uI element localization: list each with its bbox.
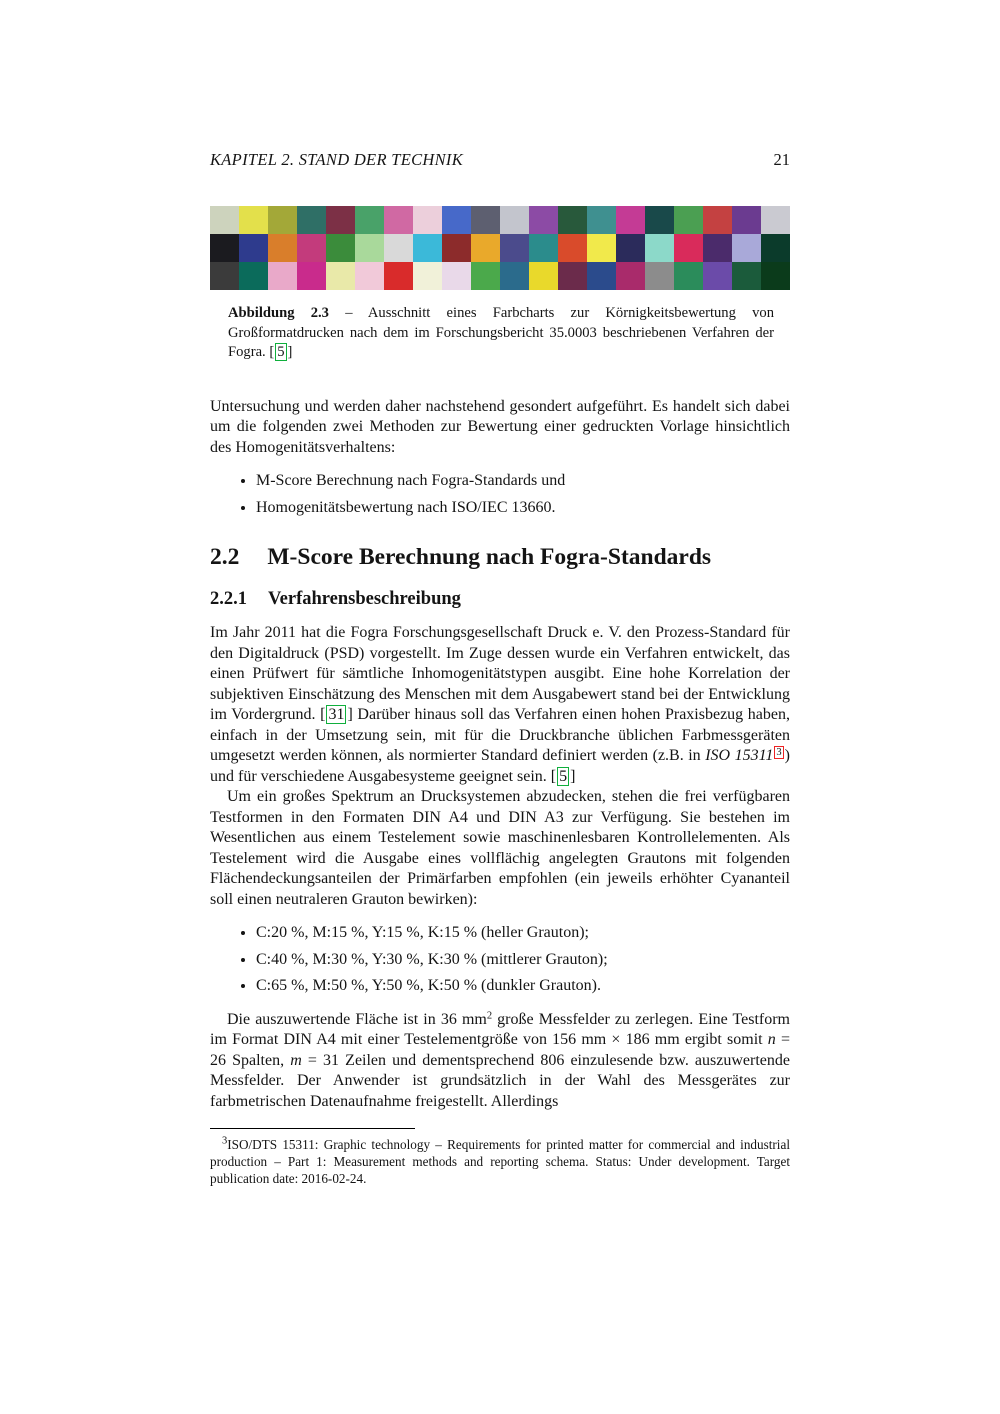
color-swatch: [529, 234, 558, 262]
color-swatch: [529, 206, 558, 234]
color-swatch: [674, 234, 703, 262]
citation-link-31[interactable]: 31: [328, 706, 345, 723]
footnote-ref-3[interactable]: 3: [776, 746, 782, 758]
swatch-row: [210, 262, 790, 290]
paragraph-intro: Untersuchung und werden daher nachstehend gesondert aufgeführt. Es handelt sich dabei um die folgenden zwei Methoden zur Bewertung einer gedruckten Vorlage hinsichtlich des Homogenitätsverhaltens:: [210, 397, 790, 456]
color-swatch: [384, 234, 413, 262]
color-swatch: [500, 262, 529, 290]
footnote-text: [210, 1136, 790, 1187]
color-swatch: [732, 234, 761, 262]
list-item: • C:20 %, M:15 %, Y:15 %, K:15 % (heller Grauton);: [256, 923, 790, 944]
citation-link-5[interactable]: 5: [277, 344, 285, 360]
color-swatch: [268, 262, 297, 290]
page-content: [210, 0, 790, 1187]
color-swatch: [355, 262, 384, 290]
math-var-n: n: [767, 1031, 776, 1048]
color-swatch: [616, 206, 645, 234]
color-swatch: [616, 234, 645, 262]
color-swatch: [413, 262, 442, 290]
color-swatch: [558, 234, 587, 262]
citation-link-5[interactable]: 5: [559, 767, 568, 785]
paragraph-3: [210, 1010, 790, 1113]
color-swatch: [616, 262, 645, 290]
color-swatch: [558, 206, 587, 234]
color-swatch: [645, 206, 674, 234]
running-chapter-title: KAPITEL 2. STAND DER TECHNIK: [210, 150, 464, 169]
figure-2-3: [210, 206, 790, 363]
body-text: ] Darüber hinaus soll das Verfahren einen hohen Praxisbezug haben, einfach in der Umsetzung sein, mit für die Druckbranche üblichen Farbmessgeräten umgesetzt werden können, als normierter Standard definiert werden (z.B. in: [210, 706, 790, 764]
color-swatch: [471, 262, 500, 290]
color-swatch: [587, 262, 616, 290]
list-item: • Homogenitätsbewertung nach ISO/IEC 13660.: [256, 498, 790, 519]
color-swatch: [674, 206, 703, 234]
paragraph-1: [210, 623, 790, 787]
color-swatch: [210, 262, 239, 290]
color-swatch: [703, 234, 732, 262]
footnote-area: [210, 1128, 790, 1187]
list-item: • C:65 %, M:50 %, Y:50 %, K:50 % (dunkler Grauton).: [256, 976, 790, 997]
color-swatch: [326, 262, 355, 290]
color-swatch: [732, 262, 761, 290]
footnote-body: ISO/DTS 15311: Graphic technology – Requirements for printed matter for commercial and industrial production – Part 1: Measurement methods and reporting schema. Status: Under development. Target publication date: 2016-02-24.: [210, 1137, 790, 1186]
caption-text: ]: [287, 344, 293, 360]
color-swatch: [239, 262, 268, 290]
color-swatch: [268, 206, 297, 234]
list-item: • M-Score Berechnung nach Fogra-Standards und: [256, 471, 790, 492]
section-title: M-Score Berechnung nach Fogra-Standards: [267, 544, 712, 570]
methods-list: [210, 471, 790, 518]
swatch-row: [210, 234, 790, 262]
color-swatch: [297, 262, 326, 290]
caption-text: – Ausschnitt eines Farbcharts zur Körnigkeitsbewertung von Großformatdrucken nach dem im Forschungsbericht 35.0003 beschriebenen Verfahren der Fogra. [: [228, 305, 774, 360]
color-swatch: [239, 206, 268, 234]
color-swatch: [268, 234, 297, 262]
section-number: 2.2: [210, 544, 240, 570]
color-swatch: [645, 234, 674, 262]
color-swatch: [732, 206, 761, 234]
color-swatch: [761, 262, 790, 290]
body-text: Im Jahr 2011 hat die Fogra Forschungsgesellschaft Druck e. V. den Prozess-Standard für den Digitaldruck (PSD) vorgestellt. Im Zuge dessen wurde ein Verfahren entwickelt, das einen Prüfwert für sämtliche Inhomogenitätstypen ausgibt. Eine hohe Korrelation der subjektiven Einschätzung des Menschen mit dem Ausgabewert stand bei der Entwicklung im Vordergrund. [: [210, 624, 790, 723]
color-swatch: [703, 262, 732, 290]
color-swatch: [239, 234, 268, 262]
color-swatch: [500, 206, 529, 234]
color-swatch: [471, 206, 500, 234]
figure-caption: [228, 304, 774, 363]
color-swatch: [297, 206, 326, 234]
color-swatch: [471, 234, 500, 262]
color-swatch: [210, 234, 239, 262]
color-swatch: [413, 206, 442, 234]
color-swatch: [703, 206, 732, 234]
body-text: = 26 Spalten,: [210, 1031, 790, 1069]
color-swatch: [674, 262, 703, 290]
subsection-heading: [210, 588, 790, 610]
color-swatch: [645, 262, 674, 290]
grauton-list: [210, 923, 790, 997]
color-swatch: [413, 234, 442, 262]
color-swatch: [384, 206, 413, 234]
body-text: Die auszuwertende Fläche ist in 36 mm: [227, 1010, 487, 1028]
color-swatch: [210, 206, 239, 234]
color-swatch: [384, 262, 413, 290]
subsection-title: Verfahrensbeschreibung: [268, 589, 461, 609]
color-swatch: [442, 234, 471, 262]
page-header: [210, 0, 790, 170]
color-swatch: [442, 206, 471, 234]
body-text: = 31 Zeilen und dementsprechend 806 einzulesende bzw. auszuwertende Messfelder. Der Anwender ist grundsätzlich in der Wahl des Messgerätes zur farbmetrischen Datenaufnahme freigestellt. Allerdings: [210, 1051, 790, 1110]
color-swatch: [297, 234, 326, 262]
body-text: ]: [570, 767, 576, 785]
subsection-number: 2.2.1: [210, 589, 247, 609]
footnote-rule: [210, 1128, 415, 1129]
swatch-row: [210, 206, 790, 234]
color-swatch: [529, 262, 558, 290]
color-chart-image: [210, 206, 790, 290]
page-number: 21: [773, 150, 790, 169]
caption-label: Abbildung 2.3: [228, 305, 329, 321]
color-swatch: [326, 206, 355, 234]
color-swatch: [355, 234, 384, 262]
color-swatch: [761, 206, 790, 234]
section-heading: [210, 544, 790, 571]
color-swatch: [761, 234, 790, 262]
iso-standard-name: ISO 15311: [705, 747, 774, 764]
footnote-marker: 3: [222, 1135, 228, 1147]
color-swatch: [558, 262, 587, 290]
body-text: große Messfelder zu zerlegen. Eine Testform im Format DIN A4 mit einer Testelementgröße von 156 mm × 186 mm ergibt somit: [210, 1010, 790, 1048]
color-swatch: [442, 262, 471, 290]
color-swatch: [355, 206, 384, 234]
body-text: ) und für verschiedene Ausgabesysteme geeignet sein. [: [210, 747, 790, 785]
color-swatch: [326, 234, 355, 262]
color-swatch: [500, 234, 529, 262]
superscript: 2: [486, 1010, 493, 1021]
color-swatch: [587, 206, 616, 234]
math-var-m: m: [290, 1051, 302, 1069]
paragraph-2: Um ein großes Spektrum an Drucksystemen abzudecken, stehen die frei verfügbaren Testformen in den Formaten DIN A4 und DIN A3 zur Verfügung. Sie bestehen im Wesentlichen aus einem Testelement sowie maschinenlesbaren Kontrollelementen. Als Testelement wird die Ausgabe eines vollflächig angelegten Grautons mit folgenden Flächendeckungsanteilen der Primärfarben empfohlen (ein jeweils erhöhter Cyananteil soll einen neutraleren Grauton bewirken):: [210, 788, 790, 908]
color-swatch: [587, 234, 616, 262]
list-item: • C:40 %, M:30 %, Y:30 %, K:30 % (mittlerer Grauton);: [256, 950, 790, 971]
